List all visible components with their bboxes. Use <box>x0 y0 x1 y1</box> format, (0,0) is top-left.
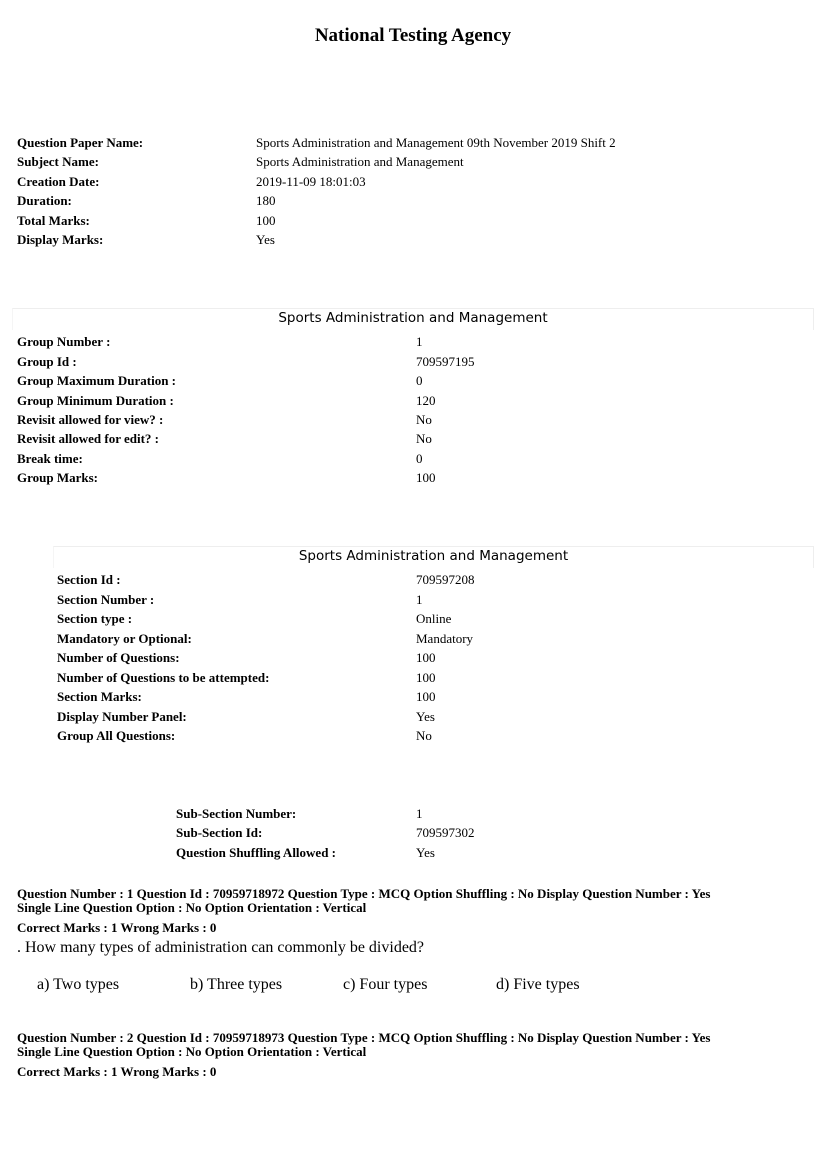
break-time-value: 0 <box>416 451 423 466</box>
question-meta-line1: Question Number : 2 Question Id : 70959718973 Question Type : MCQ Option Shuffling : No Display Question Number : Yes <box>17 1030 711 1045</box>
group-number-label: Group Number : <box>17 334 111 349</box>
revisit-view-value: No <box>416 412 432 427</box>
group-min-duration-label: Group Minimum Duration : <box>17 393 174 408</box>
question-marks: Correct Marks : 1 Wrong Marks : 0 <box>17 920 217 935</box>
group-number-value: 1 <box>416 334 423 349</box>
group-max-duration-value: 0 <box>416 373 423 388</box>
mandatory-optional-label: Mandatory or Optional: <box>57 631 192 646</box>
group-marks-label: Group Marks: <box>17 470 99 485</box>
group-marks-value: 100 <box>416 470 436 485</box>
group-id-value: 709597195 <box>416 354 475 369</box>
option-c: c) Four types <box>343 976 428 993</box>
section-id-value: 709597208 <box>416 572 475 587</box>
break-time-label: Break time: <box>17 451 83 466</box>
question-text: . How many types of administration can commonly be divided? <box>17 939 425 956</box>
section-number-label: Section Number : <box>57 592 155 607</box>
question-meta-line2: Single Line Question Option : No Option Orientation : Vertical <box>17 900 367 915</box>
group-all-questions-label: Group All Questions: <box>57 728 176 743</box>
subsection-number-label: Sub-Section Number: <box>176 806 297 821</box>
duration-value: 180 <box>256 193 276 208</box>
section-marks-value: 100 <box>416 689 436 704</box>
subsection-number-value: 1 <box>416 806 423 821</box>
section-heading: Sports Administration and Management <box>298 548 569 564</box>
subsection-id-value: 709597302 <box>416 825 475 840</box>
page-title: National Testing Agency <box>314 25 512 46</box>
question-meta-line2: Single Line Question Option : No Option Orientation : Vertical <box>17 1044 367 1059</box>
duration-label: Duration: <box>17 193 72 208</box>
section-marks-label: Section Marks: <box>57 689 142 704</box>
group-max-duration-label: Group Maximum Duration : <box>17 373 177 388</box>
question-marks: Correct Marks : 1 Wrong Marks : 0 <box>17 1064 217 1079</box>
group-heading: Sports Administration and Management <box>278 310 548 326</box>
paper-name-value: Sports Administration and Management 09th November 2019 Shift 2 <box>256 135 616 150</box>
mandatory-optional-value: Mandatory <box>416 631 474 646</box>
group-all-questions-value: No <box>416 728 432 743</box>
subject-name-value: Sports Administration and Management <box>256 154 464 169</box>
question-meta-line1: Question Number : 1 Question Id : 70959718972 Question Type : MCQ Option Shuffling : No Display Question Number : Yes <box>17 886 711 901</box>
display-marks-label: Display Marks: <box>17 232 104 247</box>
option-d: d) Five types <box>496 976 580 993</box>
creation-date-value: 2019-11-09 18:01:03 <box>256 174 366 189</box>
questions-attempted-label: Number of Questions to be attempted: <box>57 670 270 685</box>
subsection-id-label: Sub-Section Id: <box>176 825 263 840</box>
paper-name-label: Question Paper Name: <box>17 135 144 150</box>
question-shuffling-label: Question Shuffling Allowed : <box>176 845 337 860</box>
revisit-view-label: Revisit allowed for view? : <box>17 412 164 427</box>
subject-name-label: Subject Name: <box>17 154 99 169</box>
group-id-label: Group Id : <box>17 354 77 369</box>
section-type-label: Section type : <box>57 611 133 626</box>
revisit-edit-value: No <box>416 431 432 446</box>
display-marks-value: Yes <box>256 232 275 247</box>
option-b: b) Three types <box>190 976 283 993</box>
option-a: a) Two types <box>37 976 120 993</box>
section-type-value: Online <box>416 611 452 626</box>
group-min-duration-value: 120 <box>416 393 436 408</box>
display-number-panel-label: Display Number Panel: <box>57 709 187 724</box>
creation-date-label: Creation Date: <box>17 174 100 189</box>
question-shuffling-value: Yes <box>416 845 435 860</box>
section-number-value: 1 <box>416 592 423 607</box>
total-marks-label: Total Marks: <box>17 213 90 228</box>
section-id-label: Section Id : <box>57 572 121 587</box>
questions-attempted-value: 100 <box>416 670 436 685</box>
display-number-panel-value: Yes <box>416 709 435 724</box>
number-of-questions-value: 100 <box>416 650 436 665</box>
revisit-edit-label: Revisit allowed for edit? : <box>17 431 160 446</box>
number-of-questions-label: Number of Questions: <box>57 650 180 665</box>
total-marks-value: 100 <box>256 213 276 228</box>
